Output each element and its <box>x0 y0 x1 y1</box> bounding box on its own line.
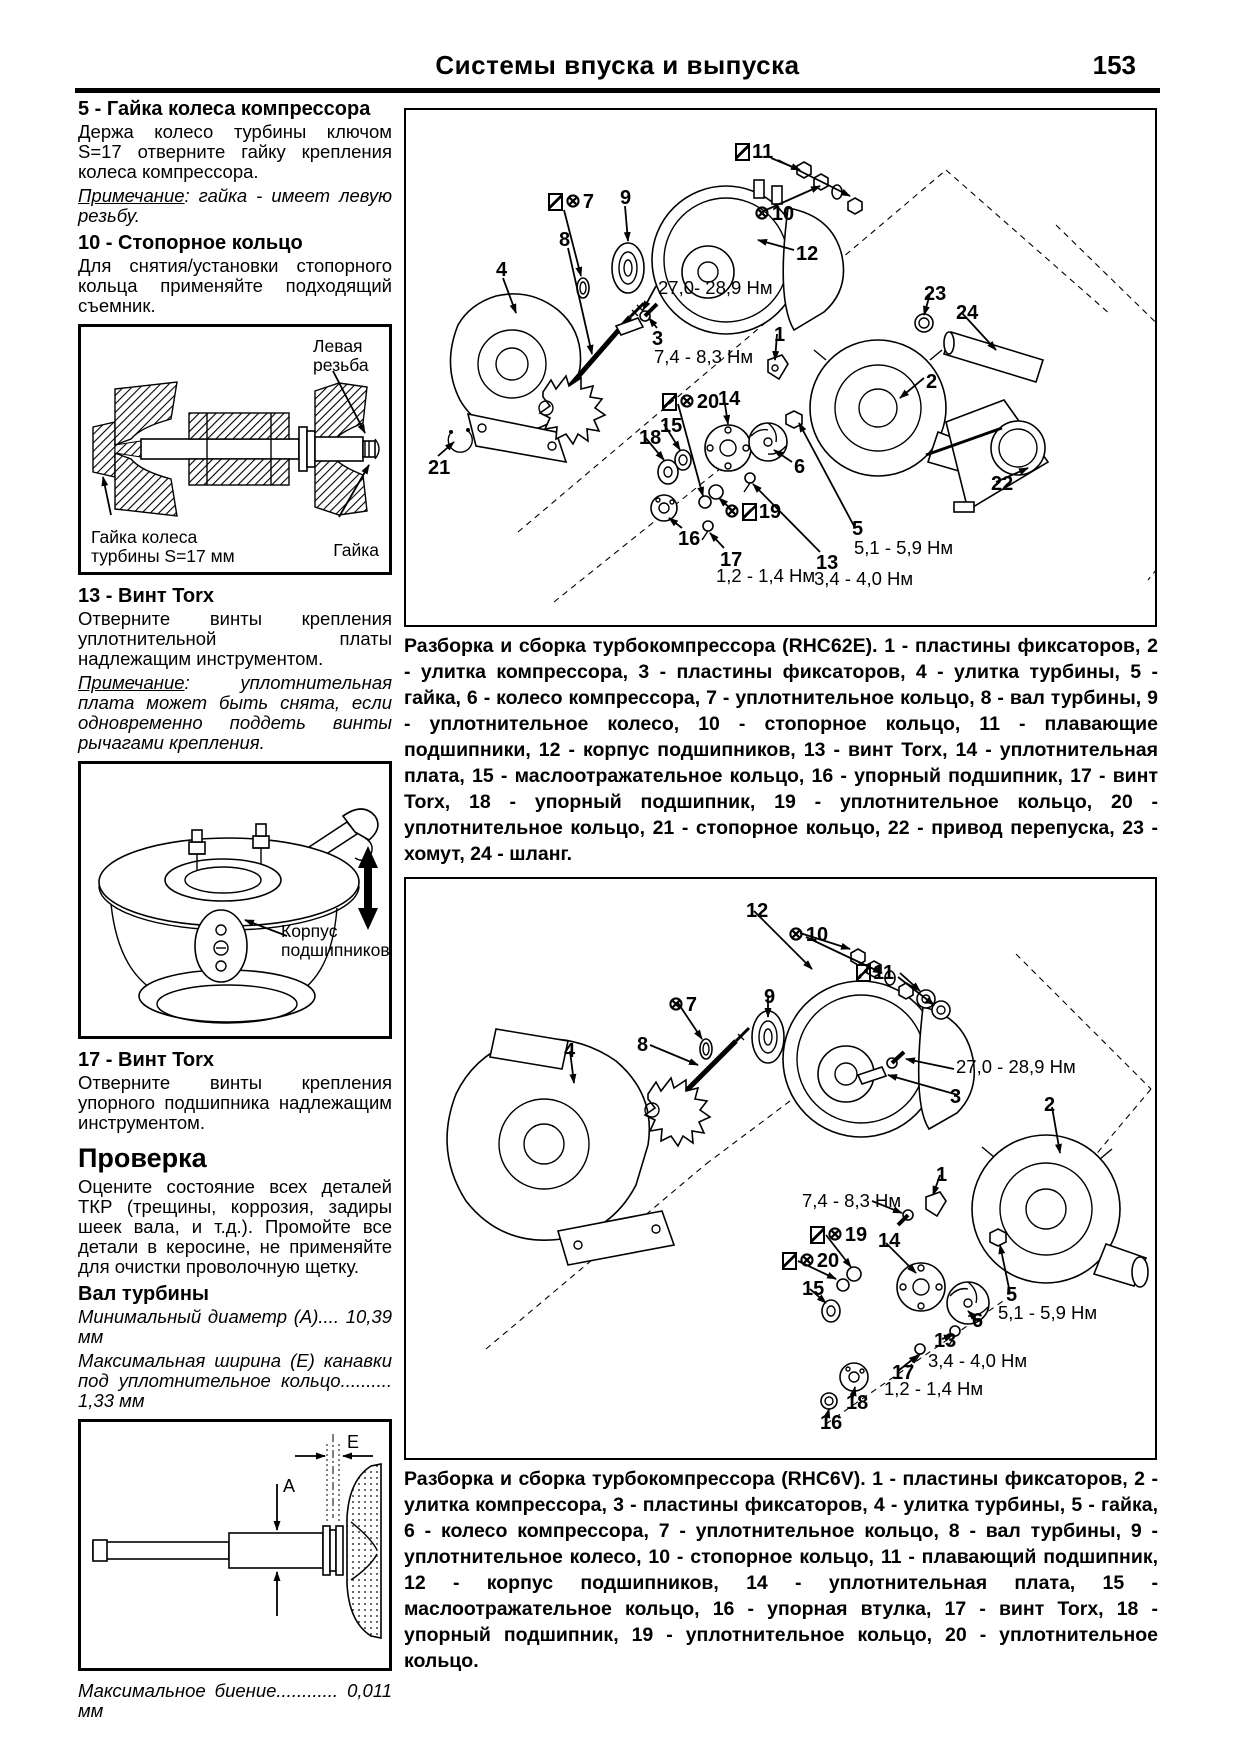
torque-label: 3,4 - 4,0 Нм <box>814 568 914 589</box>
part-number-label: 17 <box>892 1362 915 1384</box>
part-number-label: ⊗ 19 <box>810 1225 867 1245</box>
part-number-label: 6 <box>972 1310 984 1332</box>
section-heading-17: 17 - Винт Torx <box>78 1049 215 1071</box>
torque-label: 27,0 - 28,9 Нм <box>956 1056 1076 1077</box>
figure-shaft-nut <box>78 324 392 575</box>
fig1-nut-label: Гайка <box>333 540 379 560</box>
grease-apply-icon <box>662 393 677 411</box>
part-number-label: 5 <box>852 518 864 540</box>
part-number-label: 24 <box>956 302 979 324</box>
grease-apply-icon <box>735 143 750 161</box>
part-number-label: 14 <box>718 388 741 410</box>
right-column <box>404 108 1158 1684</box>
page-title: Системы впуска и выпуска <box>435 50 800 80</box>
part-number-label: 22 <box>991 473 1014 495</box>
oil-apply-icon: ⊗ <box>668 994 684 1015</box>
note-seal-plate <box>78 673 392 753</box>
spec-runout: Максимальное биение............ 0,011 мм <box>78 1680 392 1721</box>
fig1-left-thread-label: Левая резьба <box>313 336 369 375</box>
page-number: 153 <box>1092 50 1136 80</box>
spec-min-diameter: Минимальный диаметр (А).... 10,39 мм <box>78 1306 392 1347</box>
note-label: Примечание <box>78 185 185 206</box>
part-number-label: 18 <box>639 427 662 449</box>
section-body-5: Держа колесо турбины ключом S=17 отверните гайку крепления колеса компрессора. <box>78 121 392 182</box>
bearing-housing-drawing <box>81 764 390 1030</box>
page-header <box>75 50 1160 86</box>
part-number-label: 14 <box>878 1230 901 1252</box>
part-number-label: 8 <box>559 229 571 251</box>
check-body: Оцените состояние всех деталей ТКР (трещины, коррозия, задиры шеек вала, и т.д.). Промойте все детали в керосине, не применяйте для очистки проволочную щетку. <box>78 1176 392 1277</box>
part-number-label: 3 <box>950 1086 962 1108</box>
rhc62e-exploded-drawing <box>406 110 1155 625</box>
oil-apply-icon: ⊗ <box>724 501 740 522</box>
section-body-17: Отверните винты крепления упорного подшипника надлежащим инструментом. <box>78 1072 392 1133</box>
grease-apply-icon <box>856 964 871 982</box>
diagram-rhc6v <box>404 877 1157 1460</box>
part-number-label: 23 <box>924 283 947 305</box>
torque-label: 1,2 - 1,4 Нм <box>716 565 816 586</box>
note-text: : уплотнительная плата может быть снята, если одновременно поддеть винты рычагами крепления. <box>78 672 392 753</box>
oil-apply-icon: ⊗ <box>754 203 770 224</box>
part-number-label: 1 <box>936 1164 948 1186</box>
part-number-label: 4 <box>564 1040 576 1062</box>
part-number-label: ⊗ 20 <box>662 392 719 412</box>
shaft-heading: Вал турбины <box>78 1283 210 1305</box>
part-number-label: 4 <box>496 259 508 281</box>
torque-label: 27,0- 28,9 Нм <box>658 277 773 298</box>
part-number-label: 15 <box>802 1278 825 1300</box>
part-number-label: 8 <box>637 1034 649 1056</box>
oil-apply-icon: ⊗ <box>788 924 804 945</box>
fig1-turbine-nut-label: Гайка колеса турбины S=17 мм <box>91 527 235 566</box>
shaft-dimensions-drawing <box>81 1422 383 1662</box>
part-number-label: ⊗ 10 <box>788 924 829 946</box>
left-column <box>78 92 392 1725</box>
part-number-label: 18 <box>846 1392 869 1414</box>
part-number-label: ⊗ 7 <box>668 994 698 1016</box>
part-number-label: ⊗ 20 <box>782 1251 839 1271</box>
grease-apply-icon <box>810 1226 825 1244</box>
note-left-thread <box>78 186 392 226</box>
part-number-label: 21 <box>428 457 451 479</box>
part-number-label: 12 <box>796 243 819 265</box>
part-number-label: ⊗ 7 <box>548 192 594 212</box>
grease-apply-icon <box>548 193 563 211</box>
oil-apply-icon: ⊗ <box>679 391 695 412</box>
part-number-label: 11 <box>735 142 773 162</box>
part-number-label: 2 <box>926 371 938 393</box>
fig2-bearing-housing-label: Корпус подшипников <box>281 921 390 960</box>
part-number-label: 6 <box>794 456 806 478</box>
note-text: : гайка - имеет левую резьбу. <box>78 185 392 226</box>
oil-apply-icon: ⊗ <box>827 1224 843 1245</box>
oil-apply-icon: ⊗ <box>799 1250 815 1271</box>
part-number-label: 9 <box>620 187 632 209</box>
section-heading-5: 5 - Гайка колеса компрессора <box>78 98 371 120</box>
rhc6v-exploded-drawing <box>406 879 1155 1458</box>
diagram-rhc62e <box>404 108 1157 627</box>
check-heading: Проверка <box>78 1143 207 1173</box>
section-heading-10: 10 - Стопорное кольцо <box>78 232 303 254</box>
spec-max-width: Максимальная ширина (Е) канавки под уплотнительное кольцо.......... 1,33 мм <box>78 1350 392 1411</box>
torque-label: 3,4 - 4,0 Нм <box>928 1350 1028 1371</box>
part-number-label: 1 <box>774 324 786 346</box>
section-body-13: Отверните винты крепления уплотнительной платы надлежащим инструментом. <box>78 608 392 669</box>
section-heading-13: 13 - Винт Torx <box>78 585 215 607</box>
grease-apply-icon <box>782 1252 797 1270</box>
figure-bearing-housing <box>78 761 392 1039</box>
part-number-label: 16 <box>820 1412 843 1434</box>
part-number-label: 5 <box>1006 1284 1018 1306</box>
section-body-10: Для снятия/установки стопорного кольца применяйте подходящий съемник. <box>78 255 392 316</box>
part-number-label: 11 <box>856 963 894 983</box>
torque-label: 7,4 - 8,3 Нм <box>802 1190 902 1211</box>
torque-label: 1,2 - 1,4 Нм <box>884 1378 984 1399</box>
part-number-label: ⊗ 19 <box>724 501 782 523</box>
part-number-label: 2 <box>1044 1094 1056 1116</box>
part-number-label: 13 <box>934 1330 957 1352</box>
part-number-label: 16 <box>678 528 701 550</box>
figure-shaft-dimensions <box>78 1419 392 1671</box>
part-number-label: 9 <box>764 986 776 1008</box>
part-number-label: 13 <box>816 552 839 574</box>
torque-label: 5,1 - 5,9 Нм <box>854 537 954 558</box>
fig3-dim-a-label: A <box>283 1476 296 1496</box>
torque-label: 7,4 - 8,3 Нм <box>654 346 754 367</box>
part-number-label: 3 <box>652 328 664 350</box>
part-number-label: 12 <box>746 900 769 922</box>
part-number-label: 17 <box>720 549 743 571</box>
torque-label: 5,1 - 5,9 Нм <box>998 1302 1098 1323</box>
part-number-label: ⊗ 10 <box>754 203 795 225</box>
part-number-label: 15 <box>660 415 683 437</box>
diagram2-caption: Разборка и сборка турбокомпрессора (RHC6V). 1 - пластины фиксаторов, 2 - улитка компрессора, 3 - пластины фиксаторов, 4 - улитка турбины, 5 - гайка, 6 - колесо компрессора, 7 - уплотнительное кольцо, 8 - вал турбины, 9 - уплотнительное колесо, 10 - стопорное кольцо, 11 - плавающий подшипник, 12 - корпус подшипников, 14 - уплотнительная плата, 15 - маслоотражательное кольцо, 16 - упорная втулка, 17 - винт Torx, 18 - упорный подшипник, 19 - уплотнительное кольцо, 20 - уплотнительное кольцо. <box>404 1468 1158 1672</box>
note-label: Примечание <box>78 672 185 693</box>
fig3-dim-e-label: E <box>347 1432 360 1452</box>
oil-apply-icon: ⊗ <box>565 191 581 212</box>
diagram1-caption: Разборка и сборка турбокомпрессора (RHC62E). 1 - пластины фиксаторов, 2 - улитка компрессора, 3 - пластины фиксаторов, 4 - улитка турбины, 5 - гайка, 6 - колесо компрессора, 7 - уплотнительное кольцо, 8 - вал турбины, 9 - уплотнительное колесо, 10 - стопорное кольцо, 11 - плавающие подшипники, 12 - корпус подшипников, 13 - винт Torx, 14 - уплотнительная плата, 15 - маслоотражательное кольцо, 16 - упорный подшипник, 17 - винт Torx, 18 - упорный подшипник, 19 - уплотнительное кольцо, 20 - уплотнительное кольцо, 21 - стопорное кольцо, 22 - привод перепуска, 23 - хомут, 24 - шланг. <box>404 635 1158 865</box>
grease-apply-icon <box>742 503 757 521</box>
